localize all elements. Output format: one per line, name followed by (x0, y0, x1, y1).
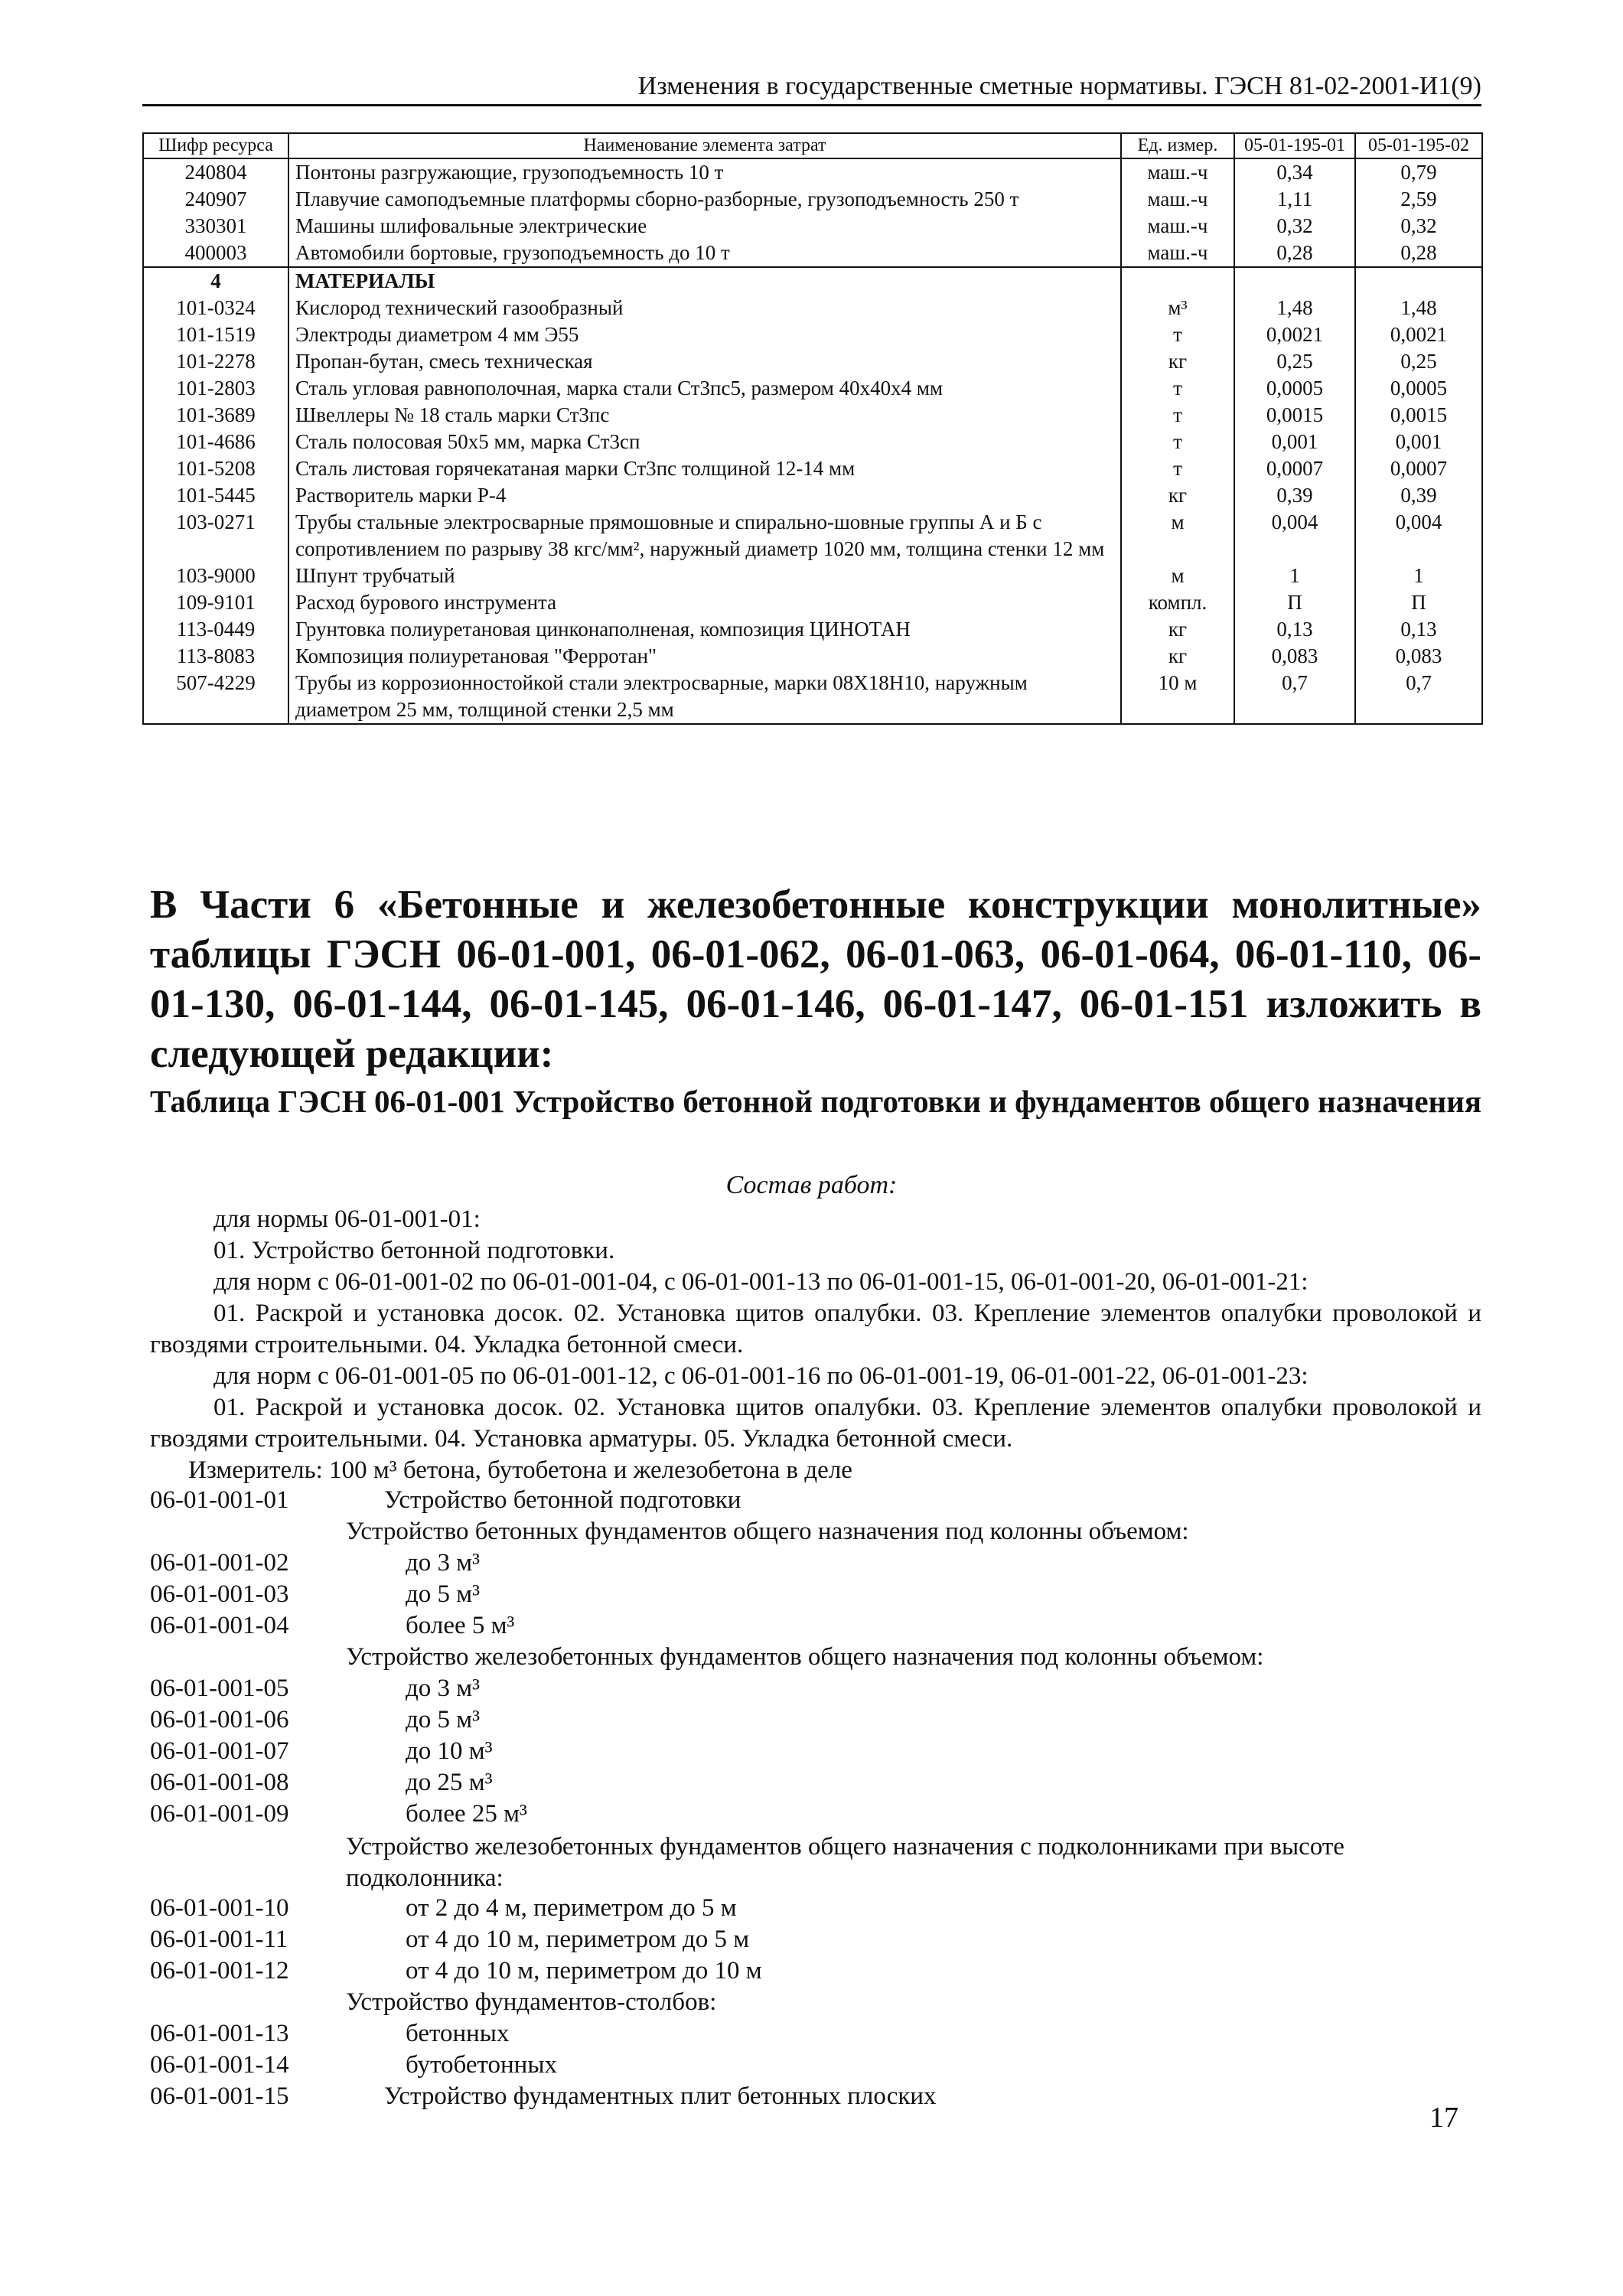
work-heading: Состав работ: (725, 1171, 898, 1199)
cell-name: Сталь листовая горячекатаная марки Ст3пс толщиной 12-14 мм (288, 455, 1121, 482)
norm-name: до 3 м³ (406, 1549, 481, 1577)
cell-name: Композиция полиуретановая "Ферротан" (288, 643, 1121, 670)
cell-value-1: 0,13 (1234, 616, 1355, 643)
cell-value-2: 2,59 (1355, 186, 1482, 213)
cell-unit: 10 м (1121, 670, 1234, 724)
table-row (143, 240, 1482, 267)
cell-name: Растворитель марки Р-4 (288, 482, 1121, 509)
cell-value-1: 0,0015 (1234, 402, 1355, 429)
norm-name: бутобетонных (406, 2051, 557, 2079)
norm-code: 06-01-001-11 (150, 1926, 288, 1953)
table-row (143, 158, 1482, 186)
norm-code: 06-01-001-10 (150, 1894, 289, 1922)
norm-code: 06-01-001-13 (150, 2020, 289, 2047)
cell-unit: т (1121, 375, 1234, 402)
header-text: Изменения в государственные сметные нормативы. ГЭСН 81-02-2001-И1(9) (637, 72, 1481, 100)
norm-name: от 4 до 10 м, периметром до 5 м (406, 1926, 750, 1953)
cell-value-1: 0,28 (1234, 240, 1355, 267)
table-row (143, 348, 1482, 375)
cell-value-2: 0,004 (1355, 509, 1482, 563)
norm-code: 06-01-001-08 (150, 1769, 289, 1796)
cell-code: 113-0449 (143, 616, 288, 643)
table-row (143, 213, 1482, 240)
cell-unit: кг (1121, 643, 1234, 670)
work-line: для нормы 06-01-001-01: (213, 1205, 481, 1233)
cell-value-1: 0,001 (1234, 429, 1355, 455)
cell-name: Плавучие самоподъемные платформы сборно-разборные, грузоподъемность 250 т (288, 186, 1121, 213)
cell-unit: т (1121, 402, 1234, 429)
col-header-norm-1: 05-01-195-01 (1234, 133, 1355, 158)
cell-name: Автомобили бортовые, грузоподъемность до 10 т (288, 240, 1121, 267)
cell-unit: компл. (1121, 589, 1234, 616)
cell-name: Трубы стальные электросварные прямошовные и спирально-шовные группы А и Б с сопротивлением по разрыву 38 кгс/мм², наружный диаметр 1020 мм, толщина стенки 12 мм (288, 509, 1121, 563)
cell-code: 101-4686 (143, 429, 288, 455)
cell-name: Швеллеры № 18 сталь марки Ст3пс (288, 402, 1121, 429)
cell-unit: т (1121, 321, 1234, 348)
norm-name: более 25 м³ (406, 1800, 527, 1828)
work-line: для норм с 06-01-001-05 по 06-01-001-12, с 06-01-001-16 по 06-01-001-19, 06-01-001-22, 06-01-001-23: (213, 1362, 1309, 1390)
cell-value-2: 0,0021 (1355, 321, 1482, 348)
cell-value-2: 0,25 (1355, 348, 1482, 375)
cell-code: 103-9000 (143, 563, 288, 589)
norm-name: до 3 м³ (406, 1675, 481, 1702)
norm-name: бетонных (406, 2020, 510, 2047)
norm-code: 06-01-001-07 (150, 1737, 289, 1765)
cell-unit: маш.-ч (1121, 186, 1234, 213)
cell-name: Пропан-бутан, смесь техническая (288, 348, 1121, 375)
cell-unit: м (1121, 509, 1234, 563)
cell-unit: кг (1121, 348, 1234, 375)
cell-code: 101-3689 (143, 402, 288, 429)
cell-code: 101-5208 (143, 455, 288, 482)
norm-group: Устройство бетонных фундаментов общего назначения под колонны объемом: (346, 1518, 1189, 1545)
cell-name: Сталь полосовая 50х5 мм, марка Ст3сп (288, 429, 1121, 455)
cell-value-1: 1 (1234, 563, 1355, 589)
col-header-code: Шифр ресурса (143, 133, 288, 158)
cell-value-1: 0,7 (1234, 670, 1355, 724)
table-row (143, 402, 1482, 429)
cell-value-2: 1 (1355, 563, 1482, 589)
norm-name: до 5 м³ (406, 1706, 481, 1733)
table-row (143, 295, 1482, 321)
cell-value-2: 0,0007 (1355, 455, 1482, 482)
intro-paragraph: В Части 6 «Бетонные и железобетонные конструкции монолитные» таблицы ГЭСН 06-01-001, 06-01-062, 06-01-063, 06-01-064, 06-01-110, 06-01-130, 06-01-144, 06-01-145, 06-01-146, 06-01-147, 06-01-151 изложить в следующей редакции: (150, 882, 1481, 1076)
norm-name: до 10 м³ (406, 1737, 493, 1765)
section-title: МАТЕРИАЛЫ (288, 267, 1121, 295)
norm-name: до 25 м³ (406, 1769, 493, 1796)
cell-value-2: 1,48 (1355, 295, 1482, 321)
cell-value-1: П (1234, 589, 1355, 616)
cell-value-2: 0,13 (1355, 616, 1482, 643)
col-header-name: Наименование элемента затрат (288, 133, 1121, 158)
col-header-norm-2: 05-01-195-02 (1355, 133, 1482, 158)
cell-code: 330301 (143, 213, 288, 240)
cell-unit: маш.-ч (1121, 240, 1234, 267)
norm-code: 06-01-001-05 (150, 1675, 289, 1702)
table-row (143, 563, 1482, 589)
running-header (142, 72, 1481, 106)
norm-code: 06-01-001-02 (150, 1549, 289, 1577)
cell-value-2: 0,7 (1355, 670, 1482, 724)
cell-name: Электроды диаметром 4 мм Э55 (288, 321, 1121, 348)
cell-name: Сталь угловая равнополочная, марка стали Ст3пс5, размером 40х40х4 мм (288, 375, 1121, 402)
norm-code: 06-01-001-14 (150, 2051, 289, 2079)
cell-value-1: 0,004 (1234, 509, 1355, 563)
cell-code: 240907 (143, 186, 288, 213)
measure-line: Измеритель: 100 м³ бетона, бутобетона и железобетона в деле (188, 1456, 852, 1484)
table-row (143, 429, 1482, 455)
table-row (143, 589, 1482, 616)
cell-value-2: 0,32 (1355, 213, 1482, 240)
cell-name: Шпунт трубчатый (288, 563, 1121, 589)
cell-code: 103-0271 (143, 509, 288, 563)
cell-code: 101-5445 (143, 482, 288, 509)
norm-code: 06-01-001-15 (150, 2082, 289, 2110)
cell-value-1: 0,25 (1234, 348, 1355, 375)
work-line: для норм с 06-01-001-02 по 06-01-001-04, с 06-01-001-13 по 06-01-001-15, 06-01-001-20, 06-01-001-21: (213, 1268, 1309, 1296)
cell-value-1: 0,34 (1234, 158, 1355, 186)
cell-value-2: 0,79 (1355, 158, 1482, 186)
cell-name: Кислород технический газообразный (288, 295, 1121, 321)
norm-code: 06-01-001-01 (150, 1486, 289, 1514)
norm-group: Устройство железобетонных фундаментов общего назначения с подколонниками при высоте подколонника: (346, 1833, 1344, 1892)
cell-value-2: 0,0005 (1355, 375, 1482, 402)
cell-name: Грунтовка полиуретановая цинконаполненая, композиция ЦИНОТАН (288, 616, 1121, 643)
norm-name: от 4 до 10 м, периметром до 10 м (406, 1957, 762, 1985)
norm-code: 06-01-001-06 (150, 1706, 289, 1733)
cell-value-2: 0,28 (1355, 240, 1482, 267)
cell-unit: кг (1121, 616, 1234, 643)
norm-name: Устройство фундаментных плит бетонных плоских (384, 2082, 937, 2110)
cell-code: 101-1519 (143, 321, 288, 348)
cell-unit: м (1121, 563, 1234, 589)
cell-name: Расход бурового инструмента (288, 589, 1121, 616)
cell-value-1: 0,0021 (1234, 321, 1355, 348)
cell-code: 113-8083 (143, 643, 288, 670)
cell-value-1: 1,48 (1234, 295, 1355, 321)
table-row (143, 321, 1482, 348)
cell-name: Понтоны разгружающие, грузоподъемность 10 т (288, 158, 1121, 186)
table-header-row (143, 133, 1482, 158)
cell-value-1: 1,11 (1234, 186, 1355, 213)
cell-code: 109-9101 (143, 589, 288, 616)
norm-code: 06-01-001-03 (150, 1580, 289, 1608)
norm-group: Устройство фундаментов-столбов: (346, 1988, 717, 2016)
cell-value-2: 0,0015 (1355, 402, 1482, 429)
cell-name: Трубы из коррозионностойкой стали электросварные, марки 08Х18Н10, наружным диаметром 25 мм, толщиной стенки 2,5 мм (288, 670, 1121, 724)
table-row (143, 643, 1482, 670)
cell-unit: м³ (1121, 295, 1234, 321)
cell-unit: маш.-ч (1121, 213, 1234, 240)
norm-code: 06-01-001-04 (150, 1612, 289, 1639)
cell-unit: т (1121, 429, 1234, 455)
work-line: 01. Раскрой и установка досок. 02. Установка щитов опалубки. 03. Крепление элементов опалубки проволокой и гвоздями строительными. 04. Установка арматуры. 05. Укладка бетонной смеси. (150, 1394, 1481, 1453)
table-row (143, 616, 1482, 643)
cell-code: 400003 (143, 240, 288, 267)
cell-unit: маш.-ч (1121, 158, 1234, 186)
col-header-unit: Ед. измер. (1121, 133, 1234, 158)
section-code: 4 (143, 267, 288, 295)
cell-name: Машины шлифовальные электрические (288, 213, 1121, 240)
cell-code: 101-0324 (143, 295, 288, 321)
page-number: 17 (1429, 2102, 1458, 2134)
cell-value-2: 0,39 (1355, 482, 1482, 509)
cell-code: 507-4229 (143, 670, 288, 724)
norm-name: более 5 м³ (406, 1612, 515, 1639)
cell-unit: т (1121, 455, 1234, 482)
cell-value-1: 0,32 (1234, 213, 1355, 240)
table-row (143, 186, 1482, 213)
work-line: 01. Устройство бетонной подготовки. (213, 1237, 615, 1264)
cell-value-1: 0,39 (1234, 482, 1355, 509)
norm-name: до 5 м³ (406, 1580, 481, 1608)
table-row (143, 509, 1482, 563)
cell-value-1: 0,0005 (1234, 375, 1355, 402)
norm-group: Устройство железобетонных фундаментов общего назначения под колонны объемом: (346, 1643, 1264, 1671)
cell-code: 101-2803 (143, 375, 288, 402)
table-row (143, 455, 1482, 482)
table-row (143, 670, 1482, 724)
cell-unit: кг (1121, 482, 1234, 509)
cell-value-2: П (1355, 589, 1482, 616)
resources-table (142, 132, 1483, 725)
table-row (143, 375, 1482, 402)
norm-name: от 2 до 4 м, периметром до 5 м (406, 1894, 737, 1922)
cell-value-2: 0,001 (1355, 429, 1482, 455)
cell-value-2: 0,083 (1355, 643, 1482, 670)
norm-code: 06-01-001-12 (150, 1957, 289, 1985)
work-line: 01. Раскрой и установка досок. 02. Установка щитов опалубки. 03. Крепление элементов опалубки проволокой и гвоздями строительными. 04. Укладка бетонной смеси. (150, 1300, 1481, 1358)
cell-code: 240804 (143, 158, 288, 186)
norm-name: Устройство бетонной подготовки (384, 1486, 741, 1514)
cell-value-1: 0,0007 (1234, 455, 1355, 482)
table-title: Таблица ГЭСН 06-01-001 Устройство бетонной подготовки и фундаментов общего назначения (150, 1084, 1481, 1119)
norm-code: 06-01-001-09 (150, 1800, 289, 1828)
table-row (143, 482, 1482, 509)
cell-code: 101-2278 (143, 348, 288, 375)
section-row (143, 267, 1482, 295)
cell-value-1: 0,083 (1234, 643, 1355, 670)
